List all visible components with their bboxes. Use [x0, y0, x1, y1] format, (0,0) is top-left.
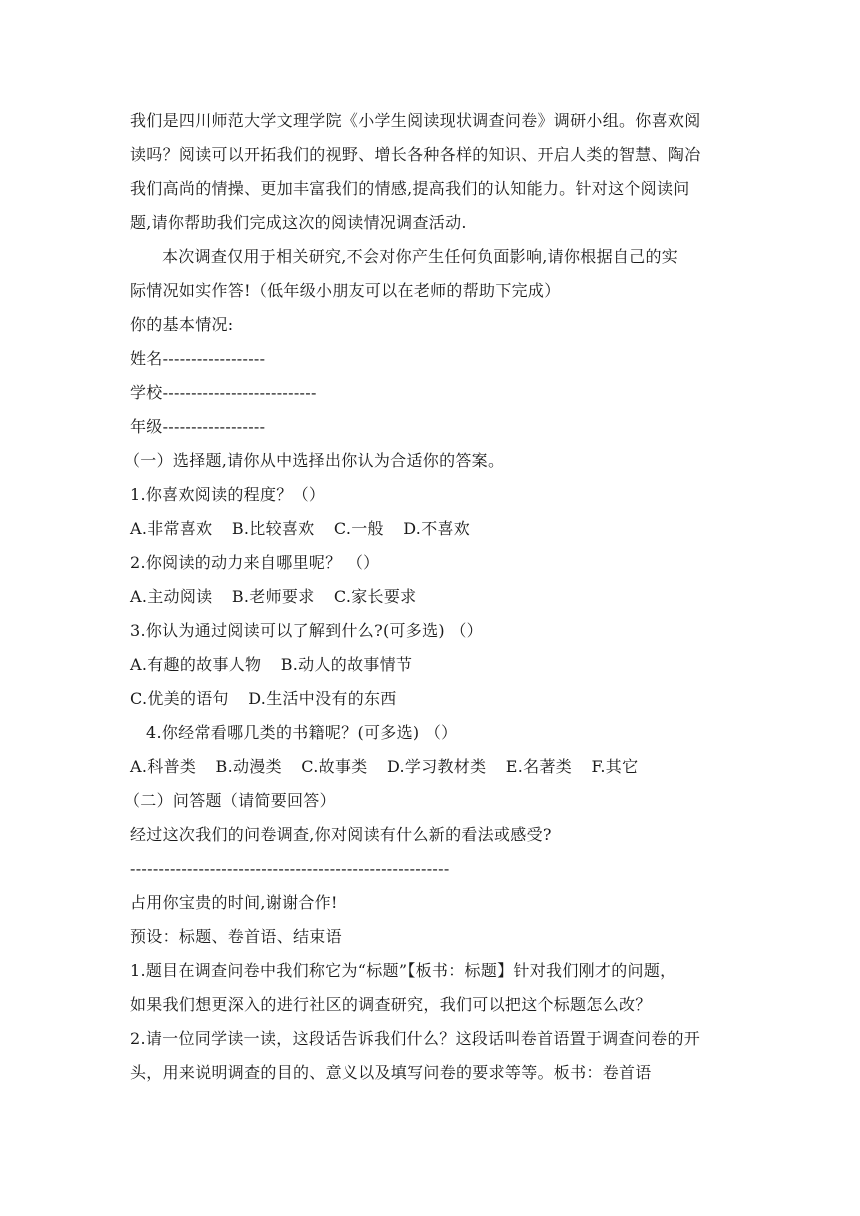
closing-thanks: 占用你宝贵的时间,谢谢合作! [130, 893, 338, 912]
q4-option-b: B.动漫类 [215, 757, 282, 776]
q3-option-b: B.动人的故事情节 [280, 655, 413, 674]
q3-question: 3.你认为通过阅读可以了解到什么?(可多选) （） [130, 621, 483, 640]
q3-option-a: A.有趣的故事人物 [130, 655, 262, 674]
q3-options-row-1 [130, 648, 730, 682]
name-field: 姓名------------------ [130, 349, 266, 368]
preset-note: 预设：标题、卷首语、结束语 [130, 927, 342, 946]
q2-question: 2.你阅读的动力来自哪里呢？ （） [130, 553, 380, 572]
q1-question: 1.你喜欢阅读的程度？（） [130, 485, 326, 504]
q1-option-b: B.比较喜欢 [231, 519, 315, 538]
q2-option-b: B.老师要求 [231, 587, 315, 606]
section2-question: 经过这次我们的问卷调查,你对阅读有什么新的看法或感受? [130, 825, 552, 844]
intro-line-2: 读吗？阅读可以开拓我们的视野、增长各种各样的知识、开启人类的智慧、陶冶 [130, 145, 701, 164]
q1-option-d: D.不喜欢 [403, 519, 471, 538]
q4-options [130, 750, 730, 784]
basic-info-heading: 你的基本情况: [130, 315, 234, 334]
note-1-line-2: 如果我们想更深入的进行社区的调查研究，我们可以把这个标题怎么改？ [130, 995, 652, 1014]
school-field: 学校--------------------------- [130, 383, 317, 402]
q4-question: 4.你经常看哪几类的书籍呢？(可多选) （） [146, 723, 458, 742]
q1-option-c: C.一般 [333, 519, 384, 538]
intro-line-6: 际情况如实作答!（低年级小朋友可以在老师的帮助下完成） [130, 281, 561, 300]
section1-heading: （一）选择题,请你从中选择出你认为合适你的答案。 [124, 451, 505, 470]
q1-options [130, 512, 730, 546]
intro-line-3: 我们高尚的情操、更加丰富我们的情感,提高我们的认知能力。针对这个阅读问 [130, 179, 690, 198]
q4-option-d: D.学习教材类 [386, 757, 487, 776]
section2-heading: （二）问答题（请简要回答） [124, 791, 336, 810]
note-2-line-2: 头，用来说明调查的目的、意义以及填写问卷的要求等等。板书：卷首语 [130, 1063, 652, 1082]
q3-option-c: C.优美的语句 [130, 689, 229, 708]
intro-line-4: 题,请你帮助我们完成这次的阅读情况调查活动. [130, 213, 467, 232]
q4-option-c: C.故事类 [301, 757, 368, 776]
intro-line-5: 本次调查仅用于相关研究,不会对你产生任何负面影响,请你根据自己的实 [162, 247, 679, 266]
q1-option-a: A.非常喜欢 [130, 519, 213, 538]
q3-options-row-2 [130, 682, 730, 716]
document-body [124, 104, 730, 1090]
intro-line-1: 我们是四川师范大学文理学院《小学生阅读现状调查问卷》调研小组。你喜欢阅 [130, 111, 701, 130]
q4-option-f: F.其它 [591, 757, 639, 776]
q4-option-a: A.科普类 [130, 757, 197, 776]
note-2-line-1: 2.请一位同学读一读，这段话告诉我们什么？这段话叫卷首语置于调查问卷的开 [130, 1029, 701, 1048]
q2-option-a: A.主动阅读 [130, 587, 213, 606]
q2-option-c: C.家长要求 [333, 587, 417, 606]
q4-option-e: E.名著类 [505, 757, 573, 776]
grade-field: 年级------------------ [130, 417, 266, 436]
note-1-line-1: 1.题目在调查问卷中我们称它为“标题”【板书：标题】针对我们刚才的问题， [130, 961, 677, 980]
answer-line: -------------------------------------------------------- [130, 859, 450, 878]
q3-option-d: D.生活中没有的东西 [248, 689, 397, 708]
q2-options [130, 580, 730, 614]
